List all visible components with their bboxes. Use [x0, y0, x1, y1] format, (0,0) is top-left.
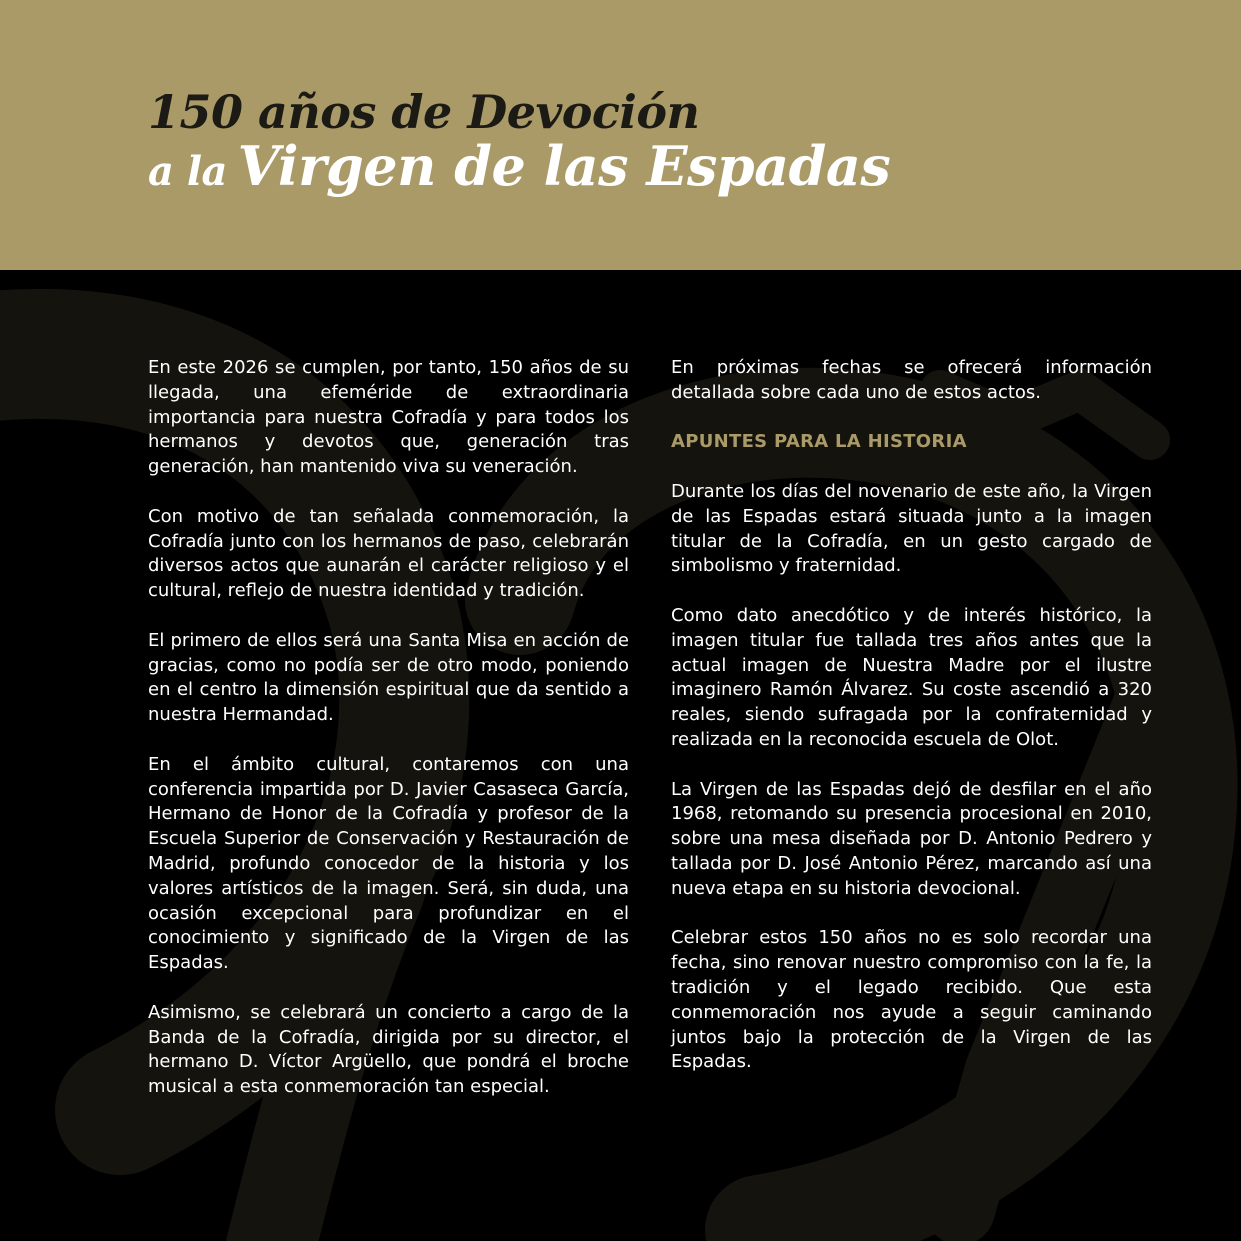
- left-paragraph-4: En el ámbito cultural, contaremos con una conferencia impartida por D. Javier Casaseca García, Hermano de Honor de la Cofradía y profesor de la Escuela Superior de Conservación y Restauración de Madrid, profundo conocedor de la historia y los valores artísticos de la imagen. Será, sin duda, una ocasión excepcional para profundizar en el conocimiento y significado de la Virgen de las Espadas.: [148, 753, 629, 974]
- right-paragraph-4: Celebrar estos 150 años no es solo recordar una fecha, sino renovar nuestro compromiso con la fe, la tradición y el legado recibido. Que esta conmemoración nos ayude a seguir caminando juntos bajo la protección de la Virgen de las Espadas.: [671, 927, 1152, 1073]
- title-line2-main: Virgen de las Espadas: [237, 134, 891, 198]
- right-paragraph-1: Durante los días del novenario de este año, la Virgen de las Espadas estará situada junto a la imagen titular de la Cofradía, en un gesto cargado de simbolismo y fraternidad.: [671, 480, 1152, 577]
- left-paragraph-3: El primero de ellos será una Santa Misa en acción de gracias, como no podía ser de otro modo, poniendo en el centro la dimensión espiritual que da sentido a nuestra Hermandad.: [148, 629, 629, 726]
- title-line2-prefix: a la: [148, 148, 227, 195]
- title-line2: [148, 134, 890, 198]
- title-line1: 150 años de Devoción: [148, 85, 700, 139]
- section-heading: APUNTES PARA LA HISTORIA: [671, 431, 967, 453]
- right-intro-paragraph: En próximas fechas se ofrecerá información detallada sobre cada uno de estos actos.: [671, 357, 1152, 403]
- right-column: [671, 356, 1152, 1100]
- left-paragraph-2: Con motivo de tan señalada conmemoración, la Cofradía junto con los hermanos de paso, celebrarán diversos actos que aunarán el carácter religioso y el cultural, reflejo de nuestra identidad y tradición.: [148, 505, 629, 602]
- left-column: [148, 356, 629, 1125]
- left-paragraph-5: Asimismo, se celebrará un concierto a cargo de la Banda de la Cofradía, dirigida por su director, el hermano D. Víctor Argüello, que pondrá el broche musical a esta conmemoración tan especial.: [148, 1001, 629, 1098]
- right-paragraph-2: Como dato anecdótico y de interés histórico, la imagen titular fue tallada tres años antes que la actual imagen de Nuestra Madre por el ilustre imaginero Ramón Álvarez. Su coste ascendió a 320 reales, siendo sufragada por la confraternidad y realizada en la reconocida escuela de Olot.: [671, 604, 1152, 750]
- left-paragraph-1: En este 2026 se cumplen, por tanto, 150 años de su llegada, una efeméride de extraordinaria importancia para nuestra Cofradía y para todos los hermanos y devotos que, generación tras generación, han mantenido viva su veneración.: [148, 357, 629, 478]
- right-paragraph-3: La Virgen de las Espadas dejó de desfilar en el año 1968, retomando su presencia procesional en 2010, sobre una mesa diseñada por D. Antonio Pedrero y tallada por D. José Antonio Pérez, marcando así una nueva etapa en su historia devocional.: [671, 778, 1152, 899]
- header-band: [0, 0, 1241, 270]
